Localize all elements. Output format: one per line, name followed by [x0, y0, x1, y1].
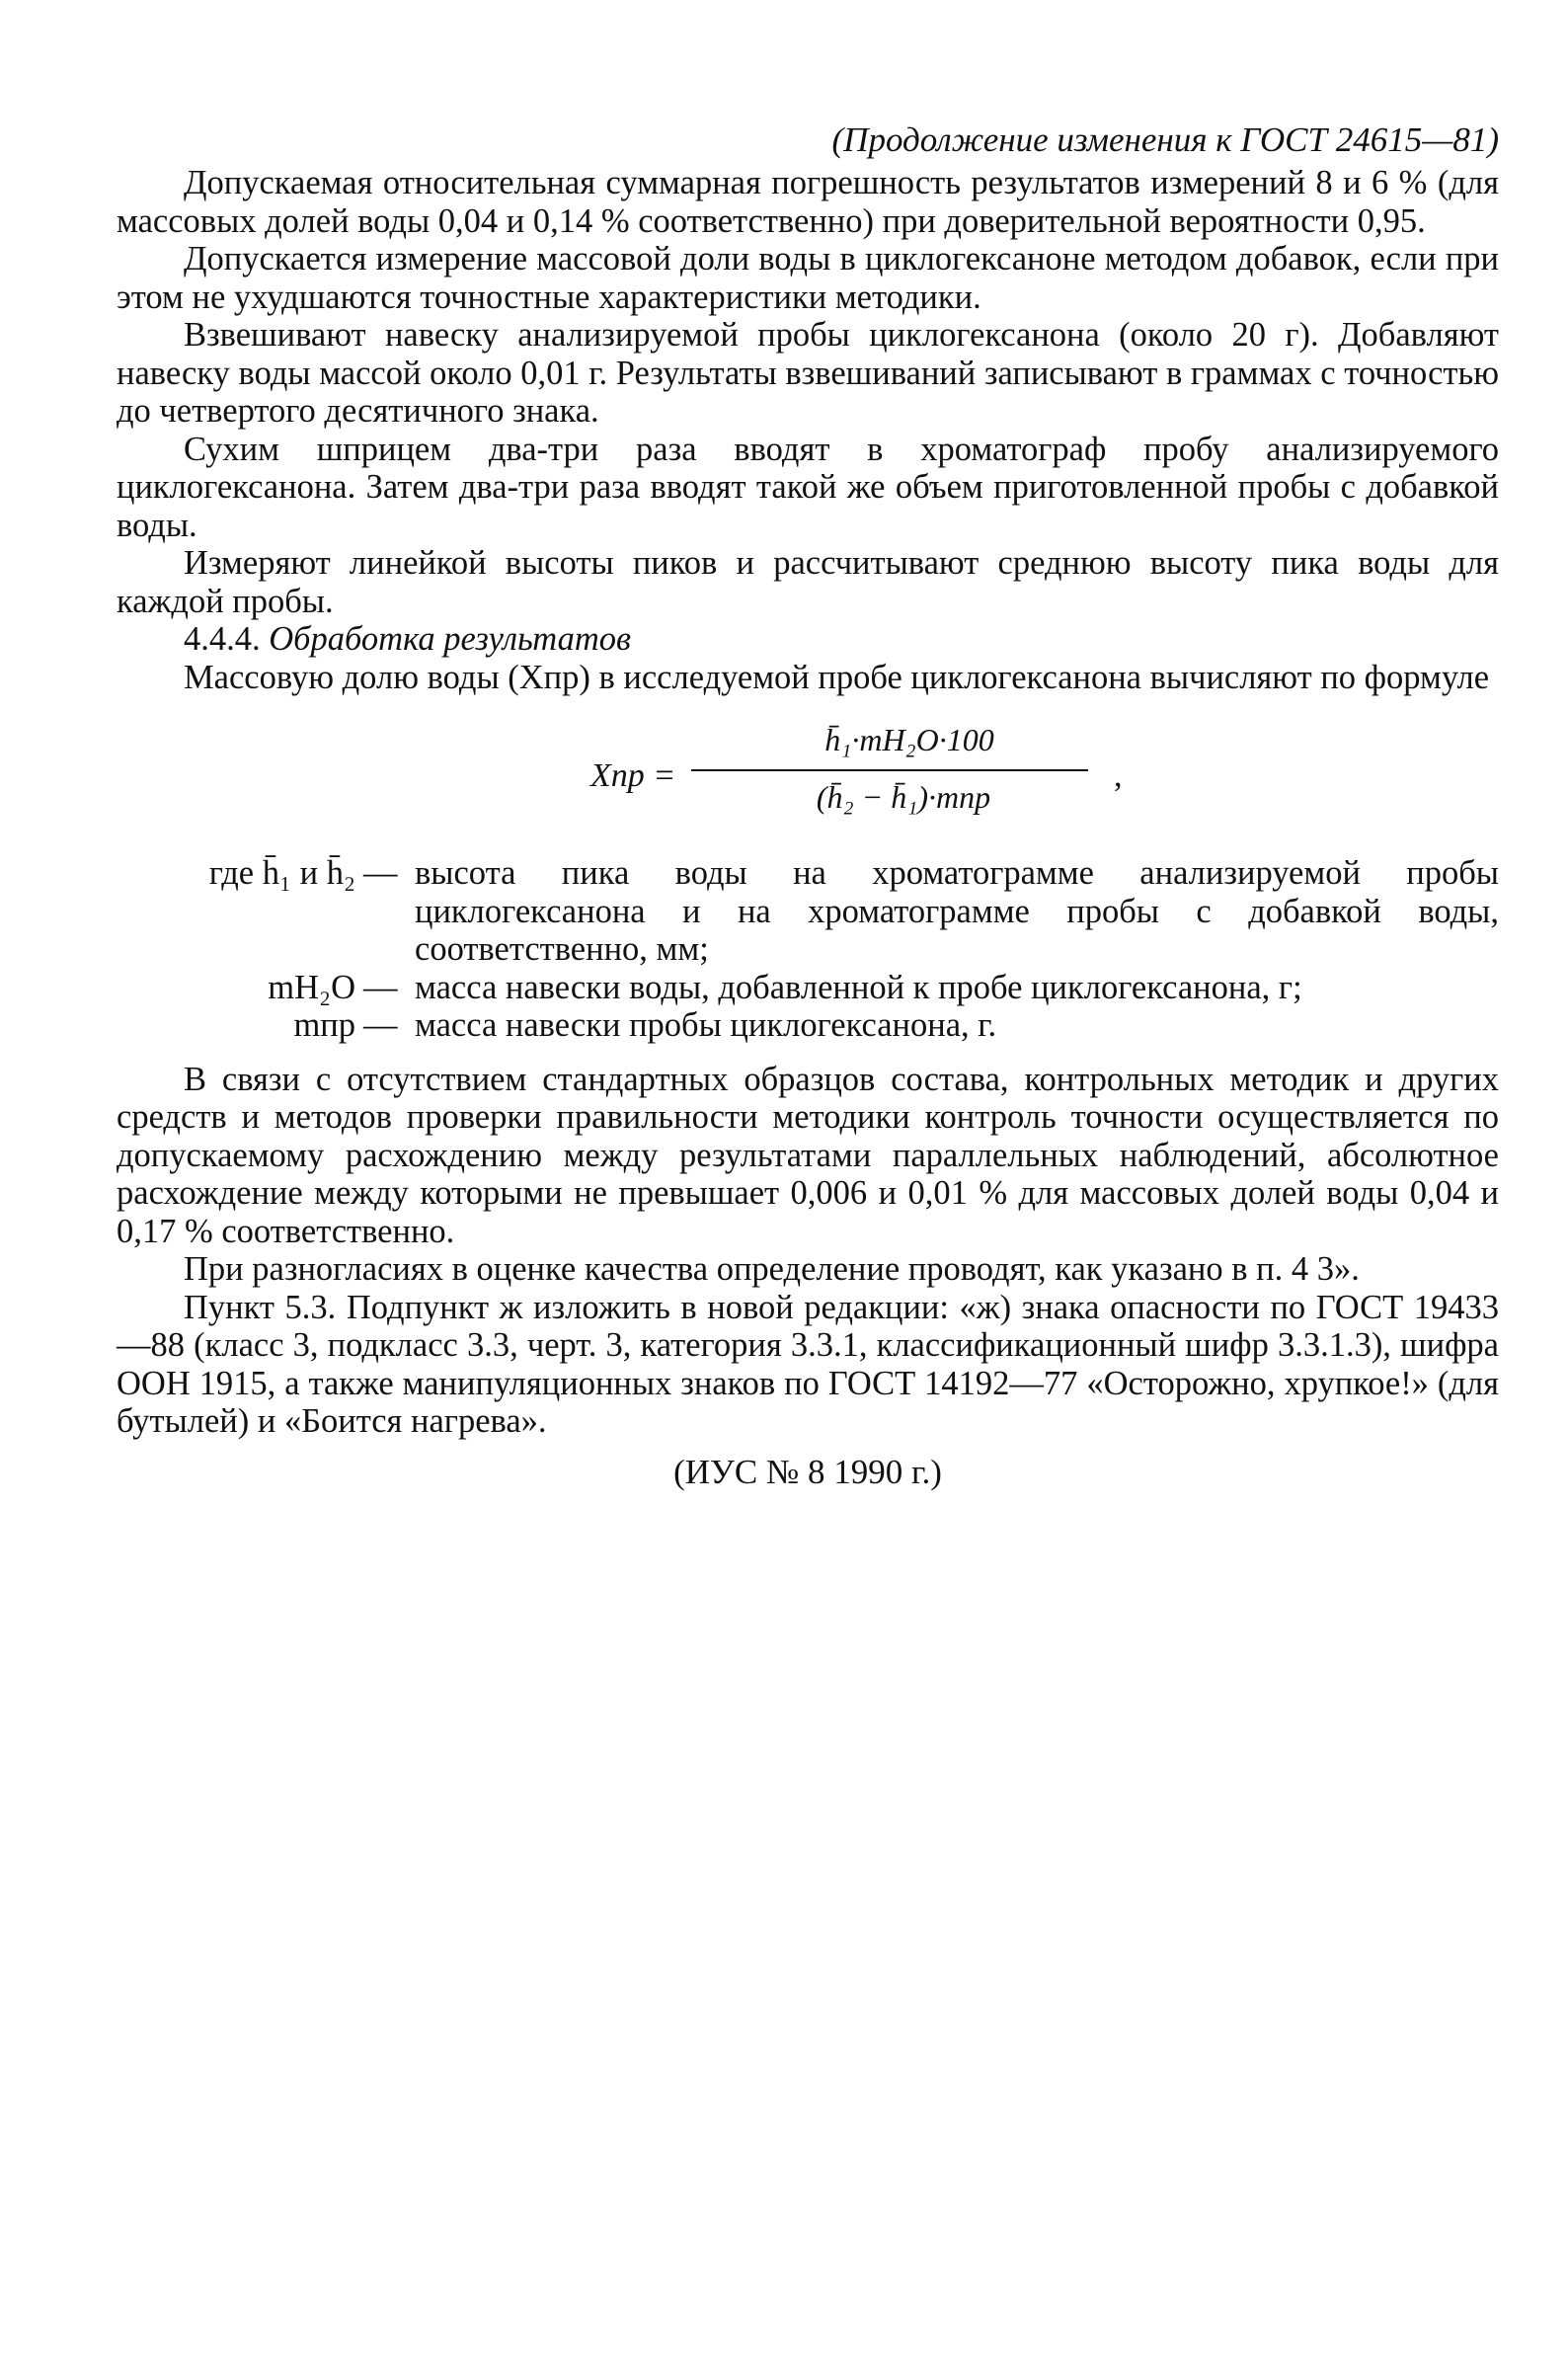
definition-symbol: mH₂O [268, 968, 355, 1006]
fraction-bar [691, 769, 1088, 771]
definition-dash: — [363, 1006, 398, 1044]
paragraph-accuracy-control: В связи с отсутствием стандартных образцов состава, контрольных методик и других средств и методов проверки правильности методики контроль точности осуществляется по допускаемому расхождению между результатами параллельных наблюдений, абсолютное расхождение между которыми не превышает 0,006 и 0,01 % для массовых долей воды 0,04 и 0,17 % соответственно. [117, 1060, 1499, 1250]
definitions [117, 854, 1499, 1045]
definition-symbol: где h̄₁ и h̄₂ [208, 854, 355, 892]
definition-text: масса навески пробы циклогексанона, г. [415, 1006, 997, 1044]
formula-trailing: , [1114, 757, 1123, 794]
paragraph-disagreements: При разногласиях в оценке качества определение проводят, как указано в п. 4 3». [184, 1250, 1360, 1288]
paragraph-item-5-3: Пункт 5.3. Подпункт ж изложить в новой редакции: «ж) знака опасности по ГОСТ 19433—88 (класс 3, подкласс 3.3, черт. 3, категория 3.3.1, классификационный шифр 3.3.1.3), шифра ООН 1915, а также манипуляционных знаков по ГОСТ 14192—77 «Осторожно, хрупкое!» (для бутылей) и «Боится нагрева». [117, 1288, 1499, 1440]
paragraph-weighing: Взвешивают навеску анализируемой пробы циклогексанона (около 20 г). Добавляют навеску воды массой около 0,01 г. Результаты взвешиваний записывают в граммах с точностью до четвертого десятичного знака. [117, 316, 1499, 430]
formula-numerator: h̄₁·mH₂O·100 [824, 722, 994, 757]
formula [117, 714, 1499, 840]
section-heading [117, 620, 1499, 659]
formula-lhs: Xпр = [590, 757, 676, 794]
section-title: Обработка результатов [269, 620, 631, 658]
definition-row [117, 969, 1499, 1007]
definition-symbol: mпр [293, 1006, 355, 1044]
document-page [117, 119, 1499, 1494]
formula-denominator: (h̄₂ − h̄₁)·mпр [816, 779, 991, 815]
definition-text: высота пика воды на хроматограмме анализируемой пробы циклогексанона и на хроматограмме пробы с добавкой воды, соответственно, мм; [415, 854, 1499, 968]
definition-row [117, 1006, 1499, 1045]
section-number: 4.4.4. [184, 620, 261, 658]
definition-text: масса навески воды, добавленной к пробе циклогексанона, г; [415, 968, 1302, 1006]
page-header: (Продолжение изменения к ГОСТ 24615—81) [831, 120, 1499, 159]
formula-intro: Массовую долю воды (Xпр) в исследуемой пробе циклогексанона вычисляют по формуле [184, 658, 1490, 696]
page-footer: (ИУС № 8 1990 г.) [673, 1452, 942, 1491]
paragraph-injection: Сухим шприцем два-три раза вводят в хроматограф пробу анализируемого циклогексанона. Затем два-три раза вводят такой же объем приготовленной пробы с добавкой воды. [117, 430, 1499, 544]
paragraph-error: Допускаемая относительная суммарная погрешность результатов измерений 8 и 6 % (для массовых долей воды 0,04 и 0,14 % соответственно) при доверительной вероятности 0,95. [117, 164, 1499, 240]
definition-dash: — [363, 968, 398, 1006]
paragraph-additions-method: Допускается измерение массовой доли воды в циклогексаноне методом добавок, если при этом не ухудшаются точностные характеристики методики. [117, 240, 1499, 316]
paragraph-measure-peaks: Измеряют линейкой высоты пиков и рассчитывают среднюю высоту пика воды для каждой пробы. [117, 544, 1499, 620]
definition-dash: — [363, 854, 398, 892]
definition-row [117, 854, 1499, 969]
